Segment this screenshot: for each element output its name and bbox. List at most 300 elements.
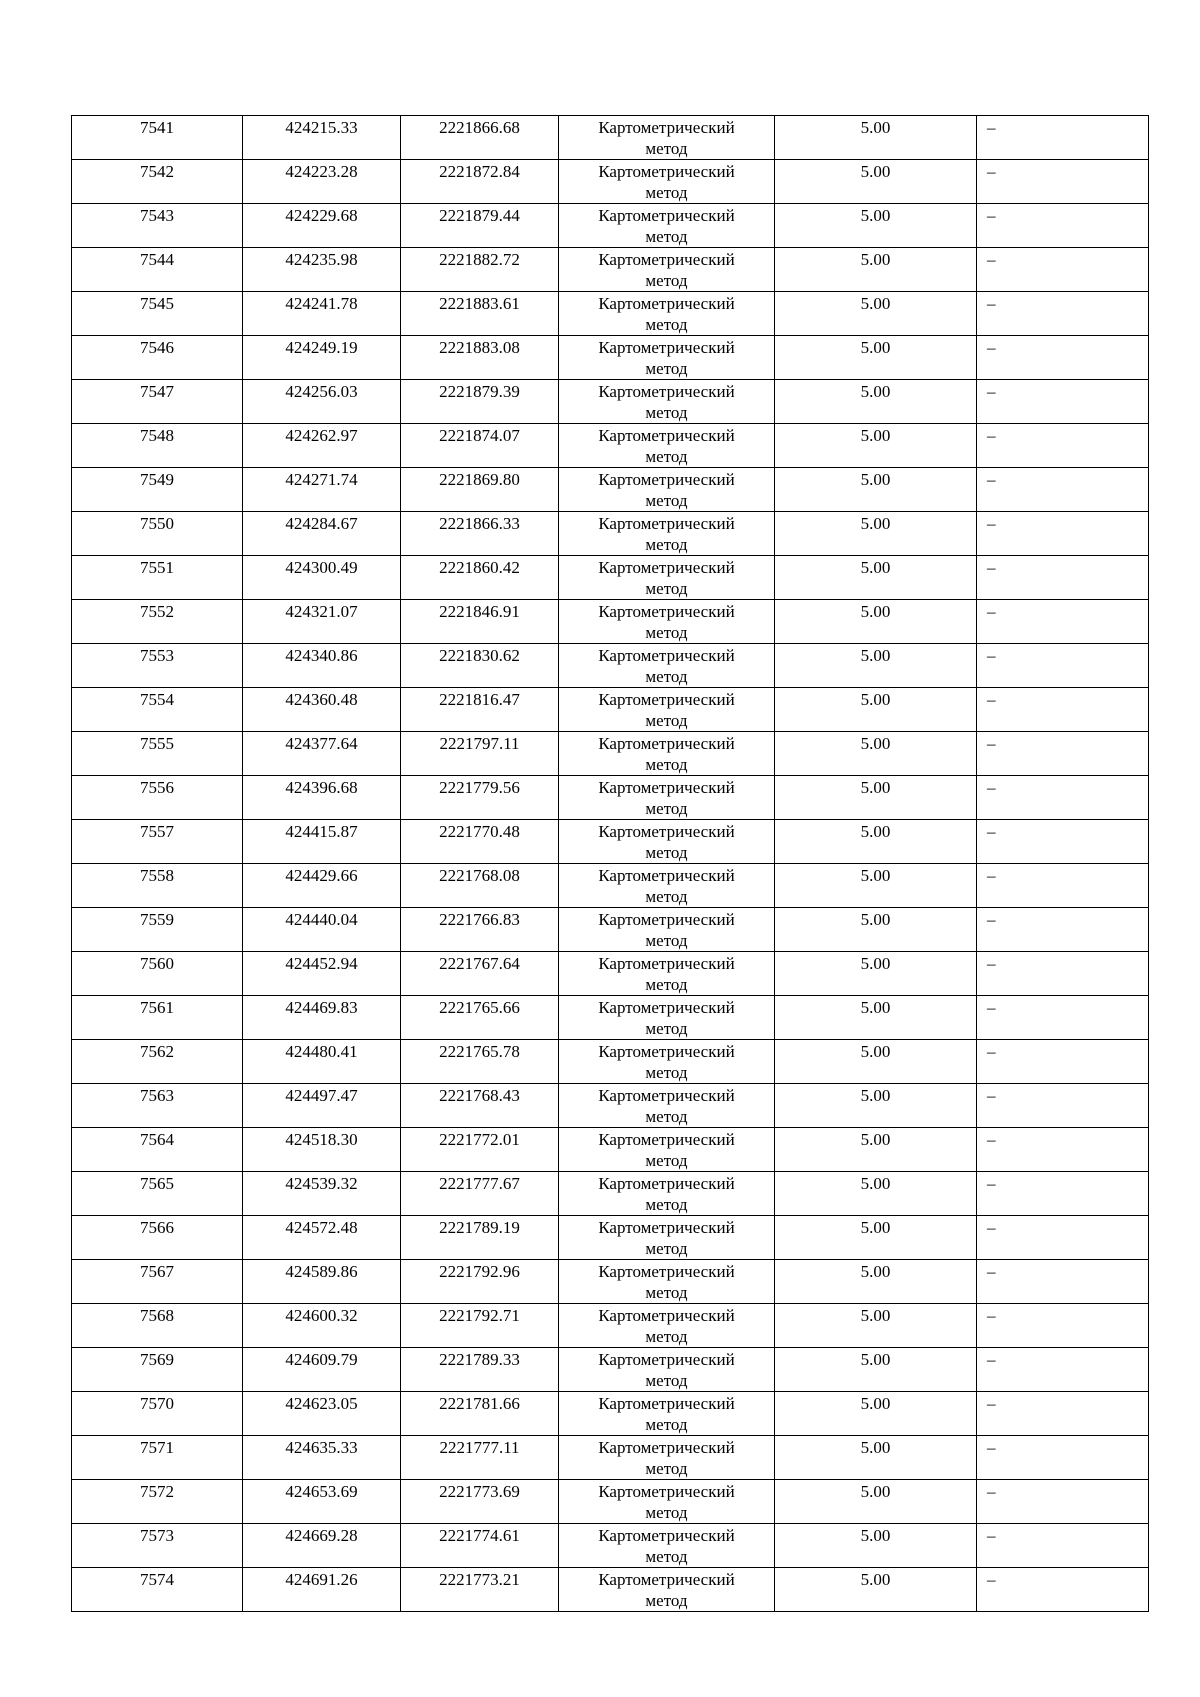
method-cell xyxy=(559,776,775,820)
x-coordinate-cell: 424262.97 xyxy=(243,424,401,468)
x-coordinate-cell: 424271.74 xyxy=(243,468,401,512)
point-number-cell: 7568 xyxy=(72,1304,243,1348)
method-line-1: Картометрический xyxy=(598,206,735,225)
y-coordinate-cell: 2221777.11 xyxy=(401,1436,559,1480)
method-line-1: Картометрический xyxy=(598,1570,735,1589)
method-line-1: Картометрический xyxy=(598,1086,735,1105)
x-coordinate-cell: 424256.03 xyxy=(243,380,401,424)
y-coordinate-cell: 2221767.64 xyxy=(401,952,559,996)
y-coordinate-cell: 2221874.07 xyxy=(401,424,559,468)
table-row xyxy=(72,1392,1149,1436)
method-cell xyxy=(559,1524,775,1568)
x-coordinate-cell: 424229.68 xyxy=(243,204,401,248)
method-line-1: Картометрический xyxy=(598,690,735,709)
method-line-2: метод xyxy=(645,535,688,554)
accuracy-cell: 5.00 xyxy=(775,1040,977,1084)
point-number-cell: 7544 xyxy=(72,248,243,292)
method-line-2: метод xyxy=(645,1327,688,1346)
point-number-cell: 7555 xyxy=(72,732,243,776)
method-line-1: Картометрический xyxy=(598,1394,735,1413)
point-number-cell: 7559 xyxy=(72,908,243,952)
note-cell: – xyxy=(977,204,1149,248)
table-row xyxy=(72,1040,1149,1084)
method-line-2: метод xyxy=(645,271,688,290)
note-cell: – xyxy=(977,1524,1149,1568)
method-line-1: Картометрический xyxy=(598,382,735,401)
table-row xyxy=(72,1084,1149,1128)
method-line-2: метод xyxy=(645,139,688,158)
point-number-cell: 7558 xyxy=(72,864,243,908)
point-number-cell: 7551 xyxy=(72,556,243,600)
note-cell: – xyxy=(977,336,1149,380)
accuracy-cell: 5.00 xyxy=(775,292,977,336)
point-number-cell: 7549 xyxy=(72,468,243,512)
method-line-2: метод xyxy=(645,1019,688,1038)
point-number-cell: 7552 xyxy=(72,600,243,644)
method-cell xyxy=(559,820,775,864)
table-row xyxy=(72,776,1149,820)
table-row xyxy=(72,1436,1149,1480)
method-line-1: Картометрический xyxy=(598,162,735,181)
table-row xyxy=(72,1524,1149,1568)
note-cell: – xyxy=(977,1568,1149,1612)
method-line-1: Картометрический xyxy=(598,470,735,489)
point-number-cell: 7553 xyxy=(72,644,243,688)
accuracy-cell: 5.00 xyxy=(775,424,977,468)
method-line-1: Картометрический xyxy=(598,514,735,533)
method-cell xyxy=(559,732,775,776)
method-cell xyxy=(559,1304,775,1348)
point-number-cell: 7554 xyxy=(72,688,243,732)
y-coordinate-cell: 2221781.66 xyxy=(401,1392,559,1436)
method-cell xyxy=(559,1568,775,1612)
point-number-cell: 7565 xyxy=(72,1172,243,1216)
accuracy-cell: 5.00 xyxy=(775,468,977,512)
y-coordinate-cell: 2221765.66 xyxy=(401,996,559,1040)
method-line-1: Картометрический xyxy=(598,250,735,269)
accuracy-cell: 5.00 xyxy=(775,820,977,864)
method-line-1: Картометрический xyxy=(598,910,735,929)
note-cell: – xyxy=(977,1040,1149,1084)
method-line-1: Картометрический xyxy=(598,954,735,973)
method-line-1: Картометрический xyxy=(598,1174,735,1193)
accuracy-cell: 5.00 xyxy=(775,688,977,732)
accuracy-cell: 5.00 xyxy=(775,908,977,952)
point-number-cell: 7574 xyxy=(72,1568,243,1612)
method-cell xyxy=(559,1436,775,1480)
method-line-1: Картометрический xyxy=(598,998,735,1017)
table-row xyxy=(72,424,1149,468)
note-cell: – xyxy=(977,688,1149,732)
y-coordinate-cell: 2221883.61 xyxy=(401,292,559,336)
method-cell xyxy=(559,1348,775,1392)
y-coordinate-cell: 2221866.33 xyxy=(401,512,559,556)
y-coordinate-cell: 2221816.47 xyxy=(401,688,559,732)
method-line-2: метод xyxy=(645,1063,688,1082)
point-number-cell: 7542 xyxy=(72,160,243,204)
table-row xyxy=(72,556,1149,600)
table-row xyxy=(72,1128,1149,1172)
table-row xyxy=(72,600,1149,644)
method-line-2: метод xyxy=(645,1195,688,1214)
point-number-cell: 7561 xyxy=(72,996,243,1040)
note-cell: – xyxy=(977,1172,1149,1216)
y-coordinate-cell: 2221872.84 xyxy=(401,160,559,204)
x-coordinate-cell: 424600.32 xyxy=(243,1304,401,1348)
method-cell xyxy=(559,1260,775,1304)
accuracy-cell: 5.00 xyxy=(775,160,977,204)
accuracy-cell: 5.00 xyxy=(775,1392,977,1436)
y-coordinate-cell: 2221869.80 xyxy=(401,468,559,512)
table-row xyxy=(72,468,1149,512)
table-row xyxy=(72,160,1149,204)
method-cell xyxy=(559,600,775,644)
y-coordinate-cell: 2221882.72 xyxy=(401,248,559,292)
note-cell: – xyxy=(977,864,1149,908)
point-number-cell: 7571 xyxy=(72,1436,243,1480)
method-line-2: метод xyxy=(645,1591,688,1610)
method-line-2: метод xyxy=(645,711,688,730)
method-line-1: Картометрический xyxy=(598,294,735,313)
note-cell: – xyxy=(977,1304,1149,1348)
table-row xyxy=(72,292,1149,336)
note-cell: – xyxy=(977,468,1149,512)
method-cell xyxy=(559,116,775,160)
note-cell: – xyxy=(977,1392,1149,1436)
method-line-2: метод xyxy=(645,799,688,818)
x-coordinate-cell: 424469.83 xyxy=(243,996,401,1040)
y-coordinate-cell: 2221773.69 xyxy=(401,1480,559,1524)
accuracy-cell: 5.00 xyxy=(775,1260,977,1304)
method-line-2: метод xyxy=(645,1239,688,1258)
method-line-1: Картометрический xyxy=(598,558,735,577)
method-cell xyxy=(559,380,775,424)
accuracy-cell: 5.00 xyxy=(775,380,977,424)
note-cell: – xyxy=(977,908,1149,952)
method-cell xyxy=(559,248,775,292)
table-row xyxy=(72,1304,1149,1348)
y-coordinate-cell: 2221772.01 xyxy=(401,1128,559,1172)
method-cell xyxy=(559,952,775,996)
note-cell: – xyxy=(977,776,1149,820)
method-cell xyxy=(559,556,775,600)
point-number-cell: 7557 xyxy=(72,820,243,864)
method-line-2: метод xyxy=(645,975,688,994)
note-cell: – xyxy=(977,1436,1149,1480)
x-coordinate-cell: 424300.49 xyxy=(243,556,401,600)
table-row xyxy=(72,1348,1149,1392)
y-coordinate-cell: 2221789.19 xyxy=(401,1216,559,1260)
y-coordinate-cell: 2221777.67 xyxy=(401,1172,559,1216)
method-line-2: метод xyxy=(645,227,688,246)
y-coordinate-cell: 2221879.44 xyxy=(401,204,559,248)
table-row xyxy=(72,1568,1149,1612)
method-line-2: метод xyxy=(645,491,688,510)
x-coordinate-cell: 424623.05 xyxy=(243,1392,401,1436)
method-line-1: Картометрический xyxy=(598,1350,735,1369)
point-number-cell: 7545 xyxy=(72,292,243,336)
method-line-2: метод xyxy=(645,667,688,686)
method-line-2: метод xyxy=(645,315,688,334)
x-coordinate-cell: 424340.86 xyxy=(243,644,401,688)
y-coordinate-cell: 2221830.62 xyxy=(401,644,559,688)
y-coordinate-cell: 2221768.08 xyxy=(401,864,559,908)
note-cell: – xyxy=(977,732,1149,776)
note-cell: – xyxy=(977,116,1149,160)
y-coordinate-cell: 2221789.33 xyxy=(401,1348,559,1392)
table-row xyxy=(72,1260,1149,1304)
note-cell: – xyxy=(977,1348,1149,1392)
point-number-cell: 7570 xyxy=(72,1392,243,1436)
y-coordinate-cell: 2221792.71 xyxy=(401,1304,559,1348)
note-cell: – xyxy=(977,380,1149,424)
accuracy-cell: 5.00 xyxy=(775,600,977,644)
note-cell: – xyxy=(977,248,1149,292)
method-line-1: Картометрический xyxy=(598,1042,735,1061)
accuracy-cell: 5.00 xyxy=(775,1480,977,1524)
accuracy-cell: 5.00 xyxy=(775,644,977,688)
method-line-1: Картометрический xyxy=(598,734,735,753)
table-row xyxy=(72,336,1149,380)
y-coordinate-cell: 2221765.78 xyxy=(401,1040,559,1084)
x-coordinate-cell: 424452.94 xyxy=(243,952,401,996)
note-cell: – xyxy=(977,1128,1149,1172)
accuracy-cell: 5.00 xyxy=(775,1436,977,1480)
y-coordinate-cell: 2221866.68 xyxy=(401,116,559,160)
method-cell xyxy=(559,644,775,688)
table-row xyxy=(72,644,1149,688)
table-row xyxy=(72,1216,1149,1260)
method-line-2: метод xyxy=(645,755,688,774)
method-line-2: метод xyxy=(645,1283,688,1302)
note-cell: – xyxy=(977,1480,1149,1524)
method-cell xyxy=(559,336,775,380)
method-line-1: Картометрический xyxy=(598,1306,735,1325)
x-coordinate-cell: 424396.68 xyxy=(243,776,401,820)
table-row xyxy=(72,864,1149,908)
note-cell: – xyxy=(977,996,1149,1040)
table-row xyxy=(72,116,1149,160)
point-number-cell: 7556 xyxy=(72,776,243,820)
accuracy-cell: 5.00 xyxy=(775,1084,977,1128)
method-line-2: метод xyxy=(645,447,688,466)
x-coordinate-cell: 424284.67 xyxy=(243,512,401,556)
y-coordinate-cell: 2221768.43 xyxy=(401,1084,559,1128)
x-coordinate-cell: 424321.07 xyxy=(243,600,401,644)
method-cell xyxy=(559,424,775,468)
y-coordinate-cell: 2221883.08 xyxy=(401,336,559,380)
method-cell xyxy=(559,996,775,1040)
method-line-2: метод xyxy=(645,1459,688,1478)
method-line-2: метод xyxy=(645,1107,688,1126)
method-cell xyxy=(559,688,775,732)
x-coordinate-cell: 424223.28 xyxy=(243,160,401,204)
method-line-2: метод xyxy=(645,1151,688,1170)
table-row xyxy=(72,1172,1149,1216)
point-number-cell: 7548 xyxy=(72,424,243,468)
accuracy-cell: 5.00 xyxy=(775,1172,977,1216)
accuracy-cell: 5.00 xyxy=(775,204,977,248)
method-line-2: метод xyxy=(645,887,688,906)
table-row xyxy=(72,996,1149,1040)
point-number-cell: 7543 xyxy=(72,204,243,248)
point-number-cell: 7563 xyxy=(72,1084,243,1128)
y-coordinate-cell: 2221779.56 xyxy=(401,776,559,820)
y-coordinate-cell: 2221879.39 xyxy=(401,380,559,424)
method-line-1: Картометрический xyxy=(598,866,735,885)
method-line-1: Картометрический xyxy=(598,822,735,841)
method-cell xyxy=(559,1216,775,1260)
x-coordinate-cell: 424653.69 xyxy=(243,1480,401,1524)
method-line-1: Картометрический xyxy=(598,1130,735,1149)
point-number-cell: 7569 xyxy=(72,1348,243,1392)
method-cell xyxy=(559,1392,775,1436)
method-cell xyxy=(559,468,775,512)
method-cell xyxy=(559,1040,775,1084)
x-coordinate-cell: 424609.79 xyxy=(243,1348,401,1392)
accuracy-cell: 5.00 xyxy=(775,556,977,600)
method-cell xyxy=(559,292,775,336)
method-cell xyxy=(559,864,775,908)
accuracy-cell: 5.00 xyxy=(775,1524,977,1568)
x-coordinate-cell: 424518.30 xyxy=(243,1128,401,1172)
point-number-cell: 7560 xyxy=(72,952,243,996)
method-line-1: Картометрический xyxy=(598,646,735,665)
x-coordinate-cell: 424497.47 xyxy=(243,1084,401,1128)
x-coordinate-cell: 424669.28 xyxy=(243,1524,401,1568)
x-coordinate-cell: 424215.33 xyxy=(243,116,401,160)
accuracy-cell: 5.00 xyxy=(775,864,977,908)
x-coordinate-cell: 424539.32 xyxy=(243,1172,401,1216)
method-line-1: Картометрический xyxy=(598,1438,735,1457)
accuracy-cell: 5.00 xyxy=(775,248,977,292)
table-row xyxy=(72,248,1149,292)
y-coordinate-cell: 2221860.42 xyxy=(401,556,559,600)
method-cell xyxy=(559,512,775,556)
point-number-cell: 7564 xyxy=(72,1128,243,1172)
method-line-2: метод xyxy=(645,359,688,378)
table-row xyxy=(72,512,1149,556)
x-coordinate-cell: 424635.33 xyxy=(243,1436,401,1480)
method-cell xyxy=(559,1084,775,1128)
table-row xyxy=(72,908,1149,952)
note-cell: – xyxy=(977,600,1149,644)
accuracy-cell: 5.00 xyxy=(775,996,977,1040)
point-number-cell: 7567 xyxy=(72,1260,243,1304)
note-cell: – xyxy=(977,1216,1149,1260)
y-coordinate-cell: 2221846.91 xyxy=(401,600,559,644)
y-coordinate-cell: 2221792.96 xyxy=(401,1260,559,1304)
x-coordinate-cell: 424480.41 xyxy=(243,1040,401,1084)
method-line-1: Картометрический xyxy=(598,1526,735,1545)
accuracy-cell: 5.00 xyxy=(775,952,977,996)
y-coordinate-cell: 2221766.83 xyxy=(401,908,559,952)
table-row xyxy=(72,820,1149,864)
x-coordinate-cell: 424691.26 xyxy=(243,1568,401,1612)
x-coordinate-cell: 424572.48 xyxy=(243,1216,401,1260)
table-row xyxy=(72,204,1149,248)
point-number-cell: 7573 xyxy=(72,1524,243,1568)
note-cell: – xyxy=(977,292,1149,336)
method-line-2: метод xyxy=(645,1503,688,1522)
method-line-1: Картометрический xyxy=(598,1482,735,1501)
method-line-1: Картометрический xyxy=(598,602,735,621)
method-cell xyxy=(559,1480,775,1524)
method-line-1: Картометрический xyxy=(598,778,735,797)
method-line-2: метод xyxy=(645,183,688,202)
note-cell: – xyxy=(977,160,1149,204)
method-line-1: Картометрический xyxy=(598,338,735,357)
table-row xyxy=(72,952,1149,996)
method-cell xyxy=(559,1172,775,1216)
method-line-1: Картометрический xyxy=(598,118,735,137)
accuracy-cell: 5.00 xyxy=(775,512,977,556)
table-row xyxy=(72,688,1149,732)
accuracy-cell: 5.00 xyxy=(775,116,977,160)
method-cell xyxy=(559,204,775,248)
method-line-1: Картометрический xyxy=(598,1218,735,1237)
method-line-2: метод xyxy=(645,403,688,422)
method-cell xyxy=(559,1128,775,1172)
note-cell: – xyxy=(977,556,1149,600)
table-row xyxy=(72,380,1149,424)
method-cell xyxy=(559,908,775,952)
method-line-1: Картометрический xyxy=(598,426,735,445)
point-number-cell: 7547 xyxy=(72,380,243,424)
accuracy-cell: 5.00 xyxy=(775,336,977,380)
table-row xyxy=(72,732,1149,776)
coordinates-table xyxy=(71,115,1149,1612)
y-coordinate-cell: 2221773.21 xyxy=(401,1568,559,1612)
x-coordinate-cell: 424440.04 xyxy=(243,908,401,952)
note-cell: – xyxy=(977,644,1149,688)
x-coordinate-cell: 424415.87 xyxy=(243,820,401,864)
note-cell: – xyxy=(977,512,1149,556)
point-number-cell: 7550 xyxy=(72,512,243,556)
x-coordinate-cell: 424377.64 xyxy=(243,732,401,776)
note-cell: – xyxy=(977,424,1149,468)
accuracy-cell: 5.00 xyxy=(775,1128,977,1172)
x-coordinate-cell: 424249.19 xyxy=(243,336,401,380)
method-cell xyxy=(559,160,775,204)
x-coordinate-cell: 424360.48 xyxy=(243,688,401,732)
coordinates-table-body xyxy=(72,116,1149,1612)
point-number-cell: 7572 xyxy=(72,1480,243,1524)
accuracy-cell: 5.00 xyxy=(775,1216,977,1260)
note-cell: – xyxy=(977,952,1149,996)
x-coordinate-cell: 424589.86 xyxy=(243,1260,401,1304)
accuracy-cell: 5.00 xyxy=(775,732,977,776)
y-coordinate-cell: 2221774.61 xyxy=(401,1524,559,1568)
point-number-cell: 7546 xyxy=(72,336,243,380)
accuracy-cell: 5.00 xyxy=(775,776,977,820)
point-number-cell: 7566 xyxy=(72,1216,243,1260)
note-cell: – xyxy=(977,1084,1149,1128)
x-coordinate-cell: 424235.98 xyxy=(243,248,401,292)
method-line-2: метод xyxy=(645,1371,688,1390)
y-coordinate-cell: 2221770.48 xyxy=(401,820,559,864)
accuracy-cell: 5.00 xyxy=(775,1304,977,1348)
point-number-cell: 7562 xyxy=(72,1040,243,1084)
note-cell: – xyxy=(977,1260,1149,1304)
method-line-2: метод xyxy=(645,1415,688,1434)
accuracy-cell: 5.00 xyxy=(775,1348,977,1392)
method-line-2: метод xyxy=(645,623,688,642)
method-line-2: метод xyxy=(645,1547,688,1566)
accuracy-cell: 5.00 xyxy=(775,1568,977,1612)
note-cell: – xyxy=(977,820,1149,864)
method-line-2: метод xyxy=(645,931,688,950)
